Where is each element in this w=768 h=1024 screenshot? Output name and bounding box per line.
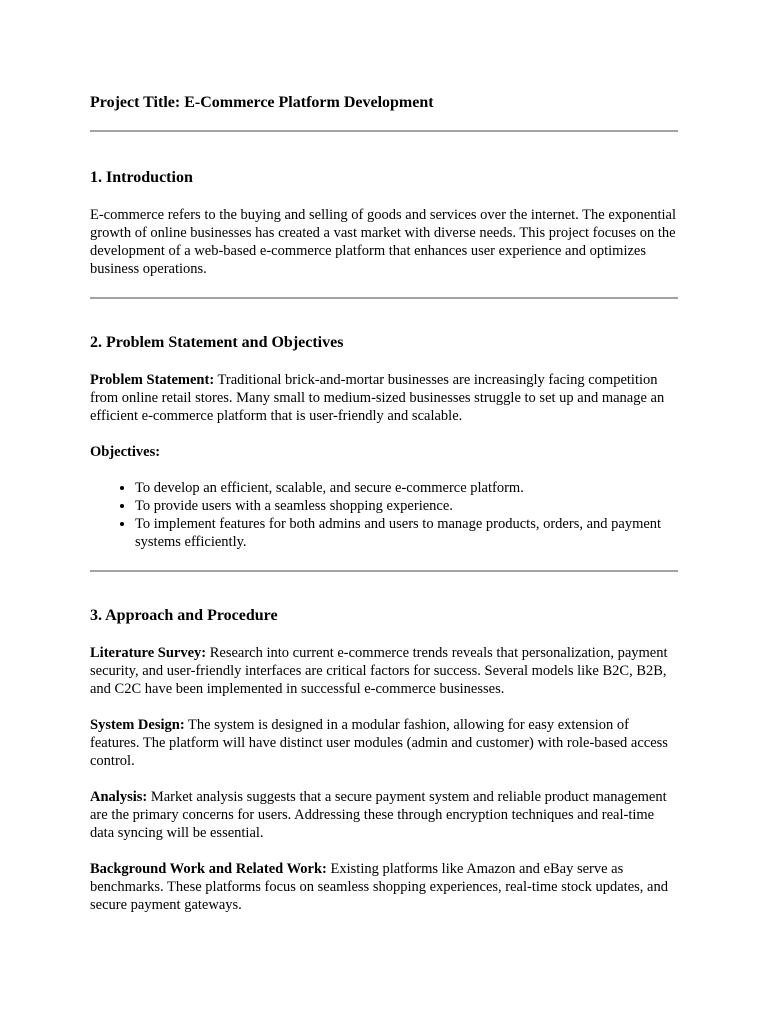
document-body [90, 89, 678, 914]
introduction-paragraph: E-commerce refers to the buying and selling of goods and services over the internet. The exponential growth of online businesses has created a vast market with diverse needs. This project focuses on the development of a web-based e-commerce platform that enhances user experience and optimizes business operations. [90, 207, 676, 277]
literature-survey-text: Research into current e-commerce trends reveals that personalization, payment security, and user-friendly interfaces are critical factors for success. Several models like B2C, B2B, and C2C have been implemented in successful e-commerce businesses. [90, 645, 668, 697]
section-heading-problem: 2. Problem Statement and Objectives [90, 334, 344, 351]
list-item: • To develop an efficient, scalable, and secure e-commerce platform. [135, 479, 678, 497]
objectives-label-text: Objectives: [90, 444, 161, 460]
system-design-paragraph [90, 716, 678, 770]
list-item: • To provide users with a seamless shopping experience. [135, 497, 678, 515]
analysis-label: Analysis: [90, 789, 148, 805]
system-design-label: System Design: [90, 717, 185, 733]
list-item: • To implement features for both admins and users to manage products, orders, and payment systems efficiently. [135, 515, 678, 551]
divider [90, 297, 678, 299]
system-design-text: The system is designed in a modular fashion, allowing for easy extension of features. The platform will have distinct user modules (admin and customer) with role-based access control. [90, 717, 668, 769]
analysis-paragraph [90, 788, 678, 842]
background-work-text: Existing platforms like Amazon and eBay serve as benchmarks. These platforms focus on seamless shopping experiences, real-time stock updates, and secure payment gateways. [90, 861, 668, 913]
divider [90, 570, 678, 572]
section-heading-introduction: 1. Introduction [90, 169, 193, 186]
analysis-text: Market analysis suggests that a secure payment system and reliable product management are the primary concerns for users. Addressing these through encryption techniques and real-time data syncing will be essential. [90, 789, 667, 841]
page-title: Project Title: E-Commerce Platform Development [90, 94, 434, 111]
problem-statement-paragraph [90, 371, 678, 425]
objectives-list [90, 479, 678, 551]
divider [90, 130, 678, 132]
literature-survey-paragraph [90, 644, 678, 698]
problem-statement-label: Problem Statement: [90, 372, 215, 388]
background-work-label: Background Work and Related Work: [90, 861, 327, 877]
section-heading-approach: 3. Approach and Procedure [90, 607, 278, 624]
background-work-paragraph [90, 860, 678, 914]
literature-survey-label: Literature Survey: [90, 645, 207, 661]
problem-statement-text: Traditional brick-and-mortar businesses are increasingly facing competition from online retail stores. Many small to medium-sized businesses struggle to set up and manage an efficient e-commerce platform that is user-friendly and scalable. [90, 372, 665, 424]
objectives-label [90, 443, 678, 461]
